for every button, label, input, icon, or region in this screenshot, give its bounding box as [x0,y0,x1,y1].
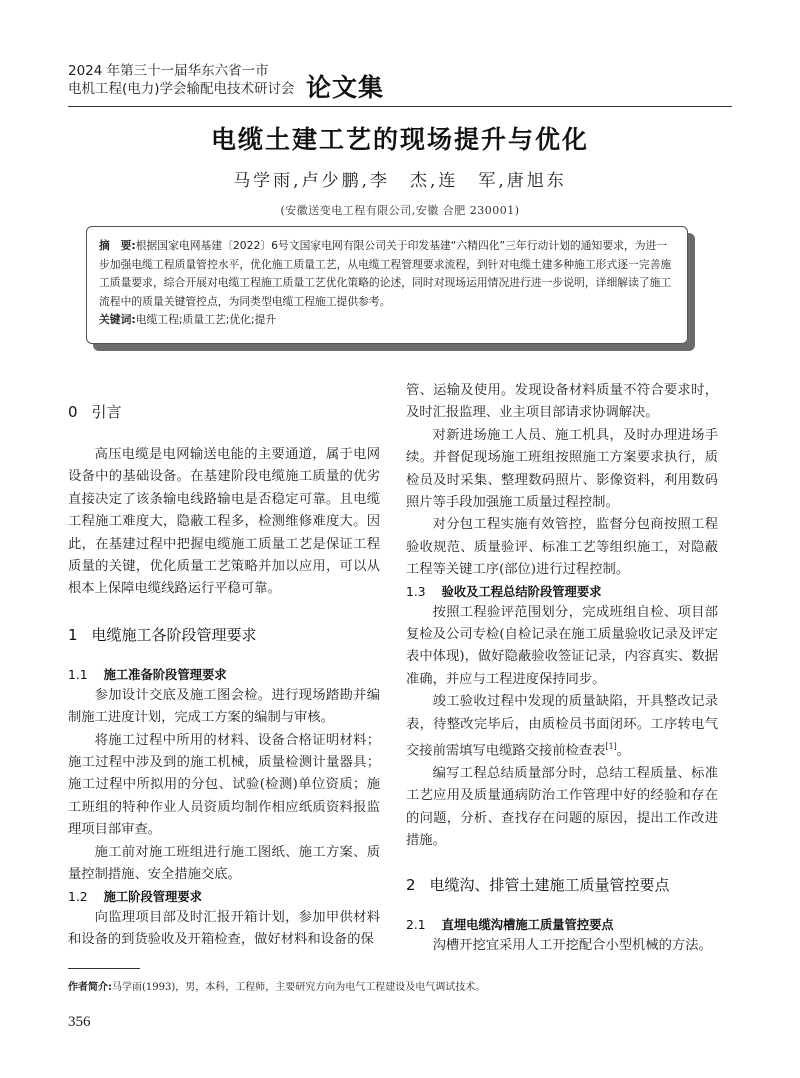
paragraph: 编写工程总结质量部分时，总结工程质量、标准工艺应用及质量通病防治工作管理中好的经验和存在的问题，分析、查找存在问题的原因，提出工作改进措施。 [406,765,718,849]
paragraph: 高压电缆是电网输送电能的主要通道，属于电网设备中的基础设备。在基建阶段电缆施工质量的优劣直接决定了该条输电线路输电是否稳定可靠。且电缆工程施工难度大，隐蔽工程多，检测维修难度大。因此，在基建过程中把握电缆施工质量工艺是保证工程质量的关键，优化质量工艺策略并加以应用，可以从根本上保障电缆线路运行平稳可靠。 [68,447,380,597]
subsection-number: 1.3 [406,584,426,599]
footnote-rule [68,968,140,969]
subsection-1-1-heading [68,665,380,685]
subsection-1-2-heading [68,887,380,907]
section-0-heading [68,398,380,426]
abstract-text: 根据国家电网基建〔2022〕6号文国家电网有限公司关于印发基建“六精四化”三年行动计划的通知要求，为进一步加强电缆工程质量管控水平，优化施工质量工艺，从电缆工程管理要求流程，到针对电缆土建多种施工形式逐一完善施工质量要求，综合开展对电缆工程施工质量工艺优化策略的论述，同时对现场运用情况进行进一步说明，详细解读了施工流程中的质量关键管控点，为同类型电缆工程施工提供参考。 [99,239,672,308]
subsection-number: 1.1 [68,667,88,682]
subsection-title: 施工阶段管理要求 [103,889,202,904]
paragraph: 将施工过程中所用的材料、设备合格证明材料；施工过程中涉及到的施工机械，质量检测计量器具；施工过程中所拟用的分包、试验(检测)单位资质；施工班组的特种作业人员资质均制作相应纸质资料报监理项目部审查。 [68,732,380,838]
subsection-2-1-heading [406,915,718,935]
paragraph [406,691,718,763]
section-1-heading [68,621,380,649]
left-column [68,380,380,951]
paragraph: 对新进场施工人员、施工机具，及时办理进场手续。并督促现场施工班组按照施工方案要求执行，质检员及时采集、整理数码照片、影像资料，利用数码照片等手段加强施工质量过程控制。 [406,427,718,511]
section-number: 2 [406,875,416,894]
section-title: 引言 [91,403,122,421]
paragraph: 沟槽开挖宜采用人工开挖配合小型机械的方法。 [432,937,712,953]
subsection-title: 施工准备阶段管理要求 [103,667,227,682]
abstract-box [86,226,688,344]
paper-title: 电缆土建工艺的现场提升与优化 [210,125,589,154]
subsection-number: 1.2 [68,889,88,904]
section-number: 1 [68,625,78,644]
paragraph: 对分包工程实施有效管控，监督分包商按照工程验收规范、质量验评、标准工艺等组织施工，对隐蔽工程等关键工序(部位)进行过程控制。 [406,517,718,578]
section-title: 电缆沟、排管土建施工质量管控要点 [429,875,670,894]
subsection-title: 验收及工程总结阶段管理要求 [441,584,602,599]
paragraph: 管、运输及使用。发现设备材料质量不符合要求时，及时汇报监理、业主项目部请求协调解决。 [406,383,718,421]
paragraph: 向监理项目部及时汇报开箱计划，参加甲供材料和设备的到货验收及开箱检查，做好材料和设备的保 [68,909,380,947]
subsection-number: 2.1 [406,917,426,932]
paragraph: 参加设计交底及施工图会检。进行现场踏勘并编制施工进度计划，完成工方案的编制与审核。 [68,687,380,726]
abstract [99,237,677,311]
right-column [406,380,718,957]
subsection-title: 直埋电缆沟槽施工质量管控要点 [441,917,614,932]
collection-title: 论文集 [306,73,385,102]
footnote-label: 作者简介: [68,982,112,993]
keywords [99,311,677,330]
keywords-label: 关键词: [99,313,136,327]
section-title: 电缆施工各阶段管理要求 [91,625,257,644]
page-number: 356 [68,1014,91,1030]
footnote-text: 马学雨(1993)，男，本科，工程师，主要研究方向为电气工程建设及电气调试技术。 [112,982,486,993]
keywords-text: 电缆工程;质量工艺;优化;提升 [135,313,277,327]
paragraph: 按照工程验评范围划分，完成班组自检、项目部复检及公司专检(自检记录在施工质量验收记录及评定表中体现)，做好隐蔽验收签证记录，内容真实、数据准确，并应与工程进度保持同步。 [406,604,718,687]
paper-authors: 马学雨,卢少鹏,李 杰,连 军,唐旭东 [233,171,567,191]
paragraph-text: 竣工验收过程中发现的质量缺陷，开具整改记录表，待整改完毕后，由质检员书面闭环。工序转电气交接前需填写电缆路交接前检查表 [406,694,718,759]
header-rule [68,106,732,107]
section-2-heading [406,871,718,899]
author-affiliation: (安徽送变电工程有限公司,安徽 合肥 230001) [280,204,520,217]
paragraph: 施工前对施工班组进行施工图纸、施工方案、质量控制措施、安全措施交底。 [68,844,380,883]
abstract-label: 摘 要: [99,239,136,252]
citation-ref[interactable]: [1] [605,742,617,752]
section-number: 0 [68,403,78,421]
conference-name [68,62,338,98]
author-footnote [68,978,730,993]
running-header [68,62,730,110]
paragraph-end: 。 [616,743,631,759]
conference-line-2: 电机工程(电力)学会输配电技术研讨会 [68,81,295,97]
conference-line-1: 2024 年第三十一届华东六省一市 [68,63,269,79]
subsection-1-3-heading [406,582,718,602]
